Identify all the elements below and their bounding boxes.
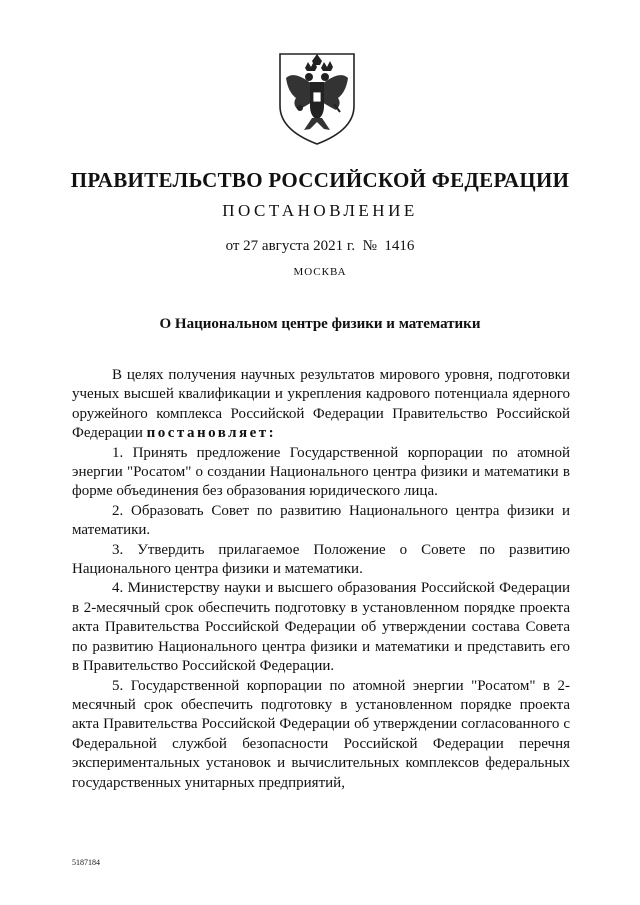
document-title: О Национальном центре физики и математики bbox=[159, 316, 481, 332]
item-paragraph-1: 1. Принять предложение Государственной корпорации по атомной энергии "Росатом" о создании Национального центра физики и математики в форме объединения без образования юридического лица. bbox=[72, 444, 570, 500]
document-date-number: от 27 августа 2021 г. № 1416 bbox=[225, 238, 415, 254]
preamble-paragraph bbox=[72, 366, 570, 444]
document-body bbox=[72, 366, 570, 793]
document-type: ПОСТАНОВЛЕНИЕ bbox=[222, 201, 418, 220]
item-paragraph-2: 2. Образовать Совет по развитию Национального центра физики и математики. bbox=[72, 502, 570, 539]
document-city: МОСКВА bbox=[293, 266, 347, 278]
footer-document-code: 5187184 bbox=[72, 858, 100, 867]
item-paragraph-4: 4. Министерству науки и высшего образования Российской Федерации в 2-месячный срок обеспечить подготовку в установленном порядке проекта акта Правительства Российской Федерации об утверждении состава Совета по развитию Национального центра физики и математики и представить его в Правительство Российской Федерации. bbox=[72, 580, 570, 675]
decree-word: постановляет: bbox=[146, 425, 277, 442]
coat-of-arms-emblem-icon bbox=[272, 48, 362, 148]
preamble-text: В целях получения научных результатов мирового уровня, подготовки ученых высшей квалификации и укрепления кадрового потенциала ядерного оружейного комплекса Российской Федерации Правительство Российской Федерации bbox=[72, 367, 570, 442]
item-paragraph-5: 5. Государственной корпорации по атомной энергии "Росатом" в 2-месячный срок обеспечить подготовку в установленном порядке проекта акта Правительства Российской Федерации об утверждении согласованного с Федеральной службой безопасности Российской Федерации перечня экспериментальных установок и вычислительных комплексов федеральных государственных унитарных предприятий, bbox=[72, 677, 570, 791]
government-title: ПРАВИТЕЛЬСТВО РОССИЙСКОЙ ФЕДЕРАЦИИ bbox=[70, 168, 570, 192]
item-paragraph-3: 3. Утвердить прилагаемое Положение о Совете по развитию Национального центра физики и математики. bbox=[72, 541, 570, 578]
